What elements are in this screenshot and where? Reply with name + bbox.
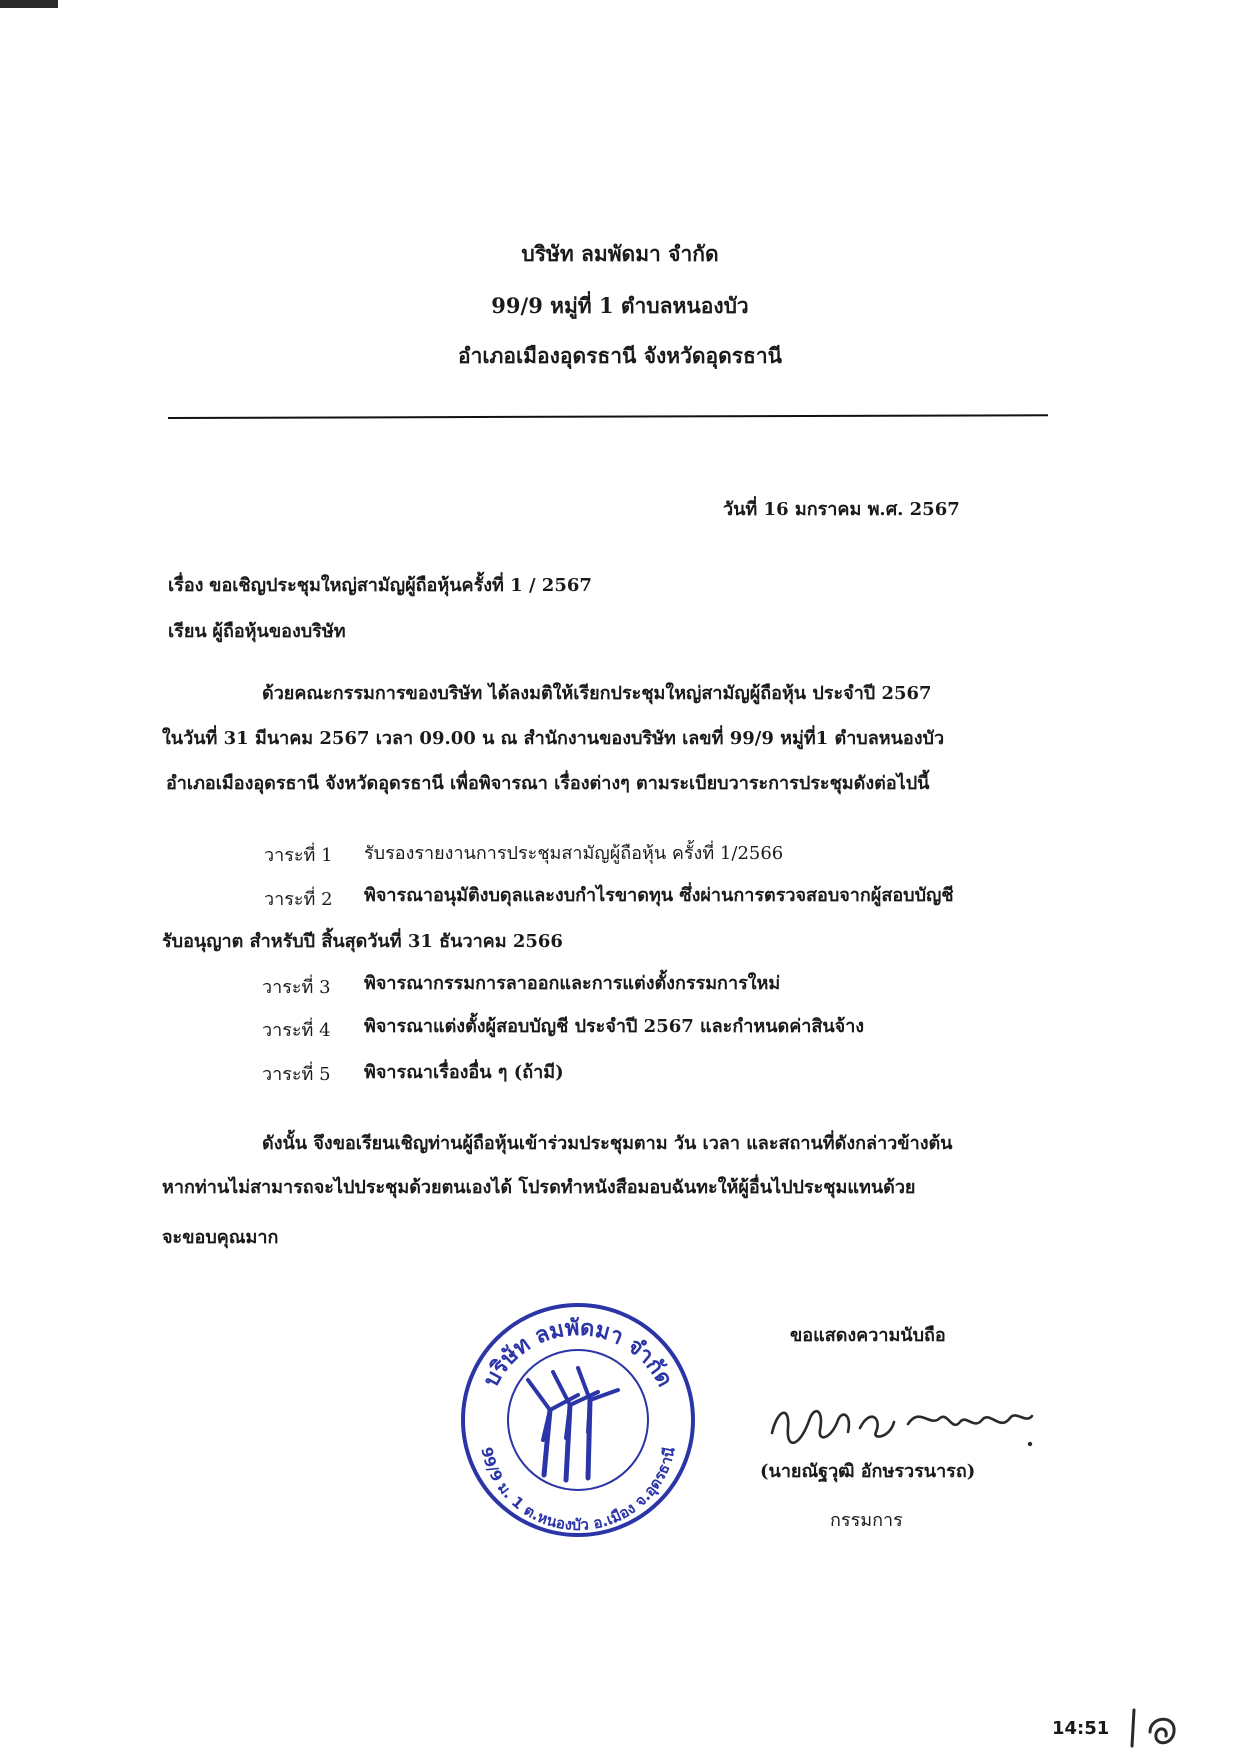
salutation-label: เรียน: [168, 621, 207, 642]
intro-line-2: ในวันที่ 31 มีนาคม 2567 เวลา 09.00 น ณ สำนักงานของบริษัท เลขที่ 99/9 หมู่ที่1 ตำบลหนองบัว: [162, 728, 945, 749]
salutation-line: [168, 616, 346, 645]
subject-text: ขอเชิญประชุมใหญ่สามัญผู้ถือหุ้นครั้งที่ 1 / 2567: [209, 575, 592, 596]
closing-paragraph-line-2: หากท่านไม่สามารถจะไปประชุมด้วยตนเองได้ โปรดทำหนังสือมอบฉันทะให้ผู้อื่นไปประชุมแทนด้วย: [162, 1177, 916, 1198]
seal-bottom-text: 99/9 ม. 1 ต.หนองบัว อ.เมือง จ.อุดรธานี: [477, 1445, 679, 1535]
intro-line-3: อำเภอเมืองอุดรธานี จังหวัดอุดรธานี เพื่อพิจารณา เรื่องต่างๆ ตามระเบียบวาระการประชุมดังต่อไปนี้: [166, 773, 930, 794]
wind-turbine-icon: [528, 1368, 618, 1480]
agenda-text: พิจารณาเรื่องอื่น ๆ (ถ้ามี): [364, 1062, 564, 1083]
agenda-text: รับรองรายงานการประชุมสามัญผู้ถือหุ้น ครั้งที่ 1/2566: [364, 843, 784, 864]
letter-date: วันที่ 16 มกราคม พ.ศ. 2567: [723, 499, 960, 520]
salutation-text: ผู้ถือหุ้นของบริษัท: [212, 621, 346, 642]
agenda-number: วาระที่ 1: [264, 845, 333, 866]
company-address-line2: อำเภอเมืองอุดรธานี จังหวัดอุดรธานี: [457, 343, 783, 368]
agenda-number: วาระที่ 3: [262, 977, 331, 998]
agenda-text: พิจารณาอนุมัติงบดุลและงบกำไรขาดทุน ซึ่งผ่านการตรวจสอบจากผู้สอบบัญชี: [364, 885, 954, 906]
seal-top-text: บริษัท ลมพัดมา จำกัด: [478, 1315, 678, 1392]
signatory-name: (นายณัฐวุฒิ อักษรวรนารถ): [760, 1461, 976, 1482]
subject-label: เรื่อง: [168, 575, 204, 596]
agenda-number: วาระที่ 4: [262, 1020, 331, 1041]
handwritten-page-number: [1128, 1702, 1188, 1752]
company-address-line1: 99/9 หมู่ที่ 1 ตำบลหนองบัว: [491, 293, 749, 318]
signatory-position: กรรมการ: [830, 1510, 903, 1531]
company-name: บริษัท ลมพัดมา จำกัด: [521, 241, 719, 266]
company-seal: [458, 1300, 698, 1540]
scan-edge-mark: [0, 0, 58, 8]
page-time-stamp: 14:51: [1052, 1718, 1110, 1739]
intro-line-1: ด้วยคณะกรรมการของบริษัท ได้ลงมติให้เรียกประชุมใหญ่สามัญผู้ถือหุ้น ประจำปี 2567: [262, 683, 932, 704]
subject-line: [168, 570, 592, 599]
closing-paragraph-line-1: ดังนั้น จึงขอเรียนเชิญท่านผู้ถือหุ้นเข้าร่วมประชุมตาม วัน เวลา และสถานที่ดังกล่าวข้างต้น: [262, 1133, 953, 1154]
closing-paragraph-line-3: จะขอบคุณมาก: [162, 1227, 279, 1248]
letterhead-divider: [168, 414, 1048, 419]
handwritten-signature: [760, 1388, 1060, 1458]
agenda-text: พิจารณาแต่งตั้งผู้สอบบัญชี ประจำปี 2567 และกำหนดค่าสินจ้าง: [364, 1016, 865, 1037]
agenda-number: วาระที่ 5: [262, 1064, 331, 1085]
agenda-2-continuation: รับอนุญาต สำหรับปี สิ้นสุดวันที่ 31 ธันวาคม 2566: [162, 931, 563, 952]
agenda-text: พิจารณากรรมการลาออกและการแต่งตั้งกรรมการใหม่: [364, 973, 781, 994]
agenda-number: วาระที่ 2: [264, 889, 333, 910]
closing-phrase: ขอแสดงความนับถือ: [790, 1325, 946, 1346]
